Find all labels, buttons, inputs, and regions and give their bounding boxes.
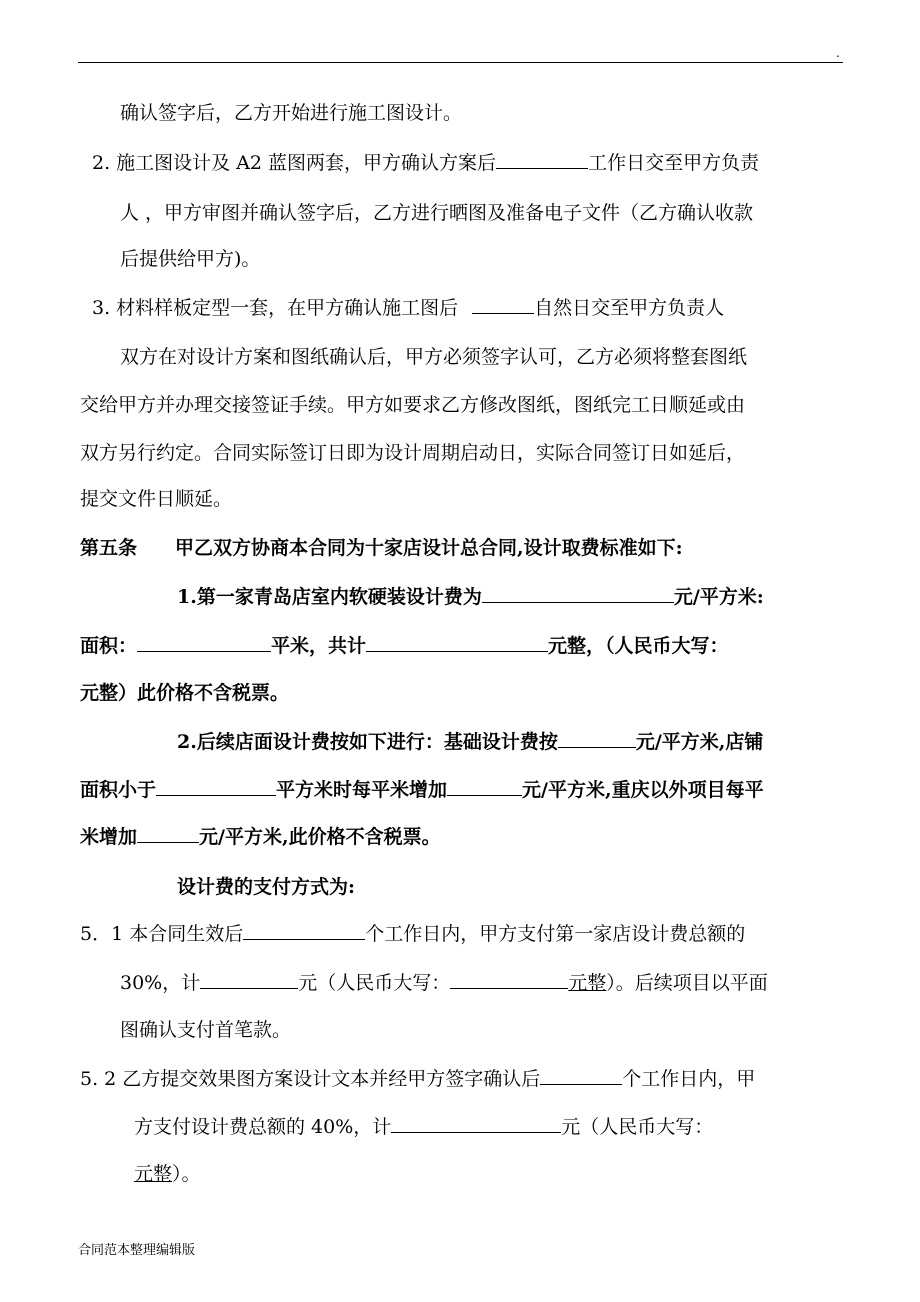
article-text: 甲乙双方协商本合同为十家店设计总合同,设计取费标准如下:	[175, 537, 683, 559]
fill-blank	[137, 633, 271, 652]
fill-blank	[472, 295, 534, 314]
clause-text: 元整	[568, 972, 607, 994]
fill-blank	[447, 777, 522, 796]
clause-text: 元/平方米,重庆以外项目每平	[522, 779, 764, 801]
clause-text: 工作日交至甲方负责	[588, 152, 760, 174]
payment-heading: 设计费的支付方式为:	[177, 876, 356, 898]
fill-blank	[137, 824, 199, 843]
article-5-heading	[80, 535, 683, 561]
clause-text: 5. 2 乙方提交效果图方案设计文本并经甲方签字确认后	[80, 1068, 541, 1090]
text-line: 双方另行约定。合同实际签订日即为设计周期启动日，实际合同签订日如延后，	[80, 442, 746, 464]
text-line: 提交文件日顺延。	[80, 488, 233, 510]
text-line: 交给甲方并办理交接签证手续。甲方如要求乙方修改图纸，图纸完工日顺延或由	[80, 394, 746, 416]
clause-text: 元（人民币大写：	[298, 972, 451, 994]
fee-line-5	[80, 777, 764, 803]
fill-blank	[558, 729, 636, 748]
clause-text: 元/平方米,店铺	[635, 731, 764, 753]
clause-text: 元/平方米:	[673, 586, 764, 608]
text-line: 图确认支付首笔款。	[120, 1019, 292, 1041]
fee-line-2	[80, 633, 729, 659]
fill-blank	[540, 1066, 622, 1085]
page-footer: 合同范本整理编辑版	[78, 1243, 196, 1258]
header-rule	[78, 62, 843, 63]
clause-text: 面积：	[80, 635, 138, 657]
text-line: 双方在对设计方案和图纸确认后，甲方必须签字认可，乙方必须将整套图纸	[120, 346, 748, 368]
fee-line-4	[177, 729, 763, 755]
payment-5-2	[80, 1066, 755, 1092]
clause-text: 平方米时每平米增加	[276, 779, 448, 801]
fee-line-1	[177, 584, 764, 610]
header-dot: .	[836, 46, 840, 60]
payment-5-1	[80, 921, 745, 947]
fill-blank	[200, 970, 298, 989]
clause-text: 元整	[134, 1163, 173, 1185]
fee-line-6	[80, 824, 441, 850]
fee-line-3: 元整）此价格不含税票。	[80, 682, 290, 704]
clause-text: 2. 施工图设计及 A2 蓝图两套，甲方确认方案后	[92, 152, 497, 174]
clause-text: 个工作日内，甲方支付第一家店设计费总额的	[365, 923, 746, 945]
clause-text: 个工作日内，甲	[622, 1068, 756, 1090]
clause-text: ）。后续项目以平面	[606, 972, 768, 994]
fill-blank	[243, 921, 365, 940]
fill-blank	[391, 1114, 561, 1133]
clause-3	[92, 295, 724, 321]
text-line: 确认签字后，乙方开始进行施工图设计。	[120, 102, 463, 124]
clause-text: ）。	[172, 1163, 201, 1185]
clause-text: 面积小于	[80, 779, 157, 801]
clause-text: 方支付设计费总额的 40%，计	[134, 1116, 392, 1138]
clause-text: 米增加	[80, 826, 138, 848]
text-line: 人 ，甲方审图并确认签字后，乙方进行晒图及准备电子文件（乙方确认收款	[120, 202, 754, 224]
fill-blank	[156, 777, 276, 796]
fill-blank	[450, 970, 568, 989]
clause-text: 5．1 本合同生效后	[80, 923, 244, 945]
payment-5-2-end	[134, 1161, 201, 1187]
clause-text: 1.第一家青岛店室内软硬装设计费为	[177, 586, 482, 608]
text-line: 后提供给甲方)。	[120, 248, 261, 270]
fill-blank	[366, 633, 548, 652]
payment-5-2-cont	[134, 1114, 713, 1140]
clause-text: 元（人民币大写：	[561, 1116, 714, 1138]
payment-5-1-cont	[120, 970, 768, 996]
fill-blank	[482, 584, 674, 603]
clause-text: 30%，计	[120, 972, 201, 994]
clause-text: 自然日交至甲方负责人	[534, 297, 725, 319]
clause-text: 3. 材料样板定型一套，在甲方确认施工图后	[92, 297, 459, 319]
clause-text: 元整，（人民币大写：	[548, 635, 729, 657]
fill-blank	[496, 150, 588, 169]
article-label: 第五条	[80, 537, 138, 559]
clause-text: 2.后续店面设计费按如下进行：基础设计费按	[177, 731, 558, 753]
clause-2	[92, 150, 759, 176]
clause-text: 平米，共计	[271, 635, 367, 657]
clause-text: 元/平方米,此价格不含税票。	[199, 826, 441, 848]
